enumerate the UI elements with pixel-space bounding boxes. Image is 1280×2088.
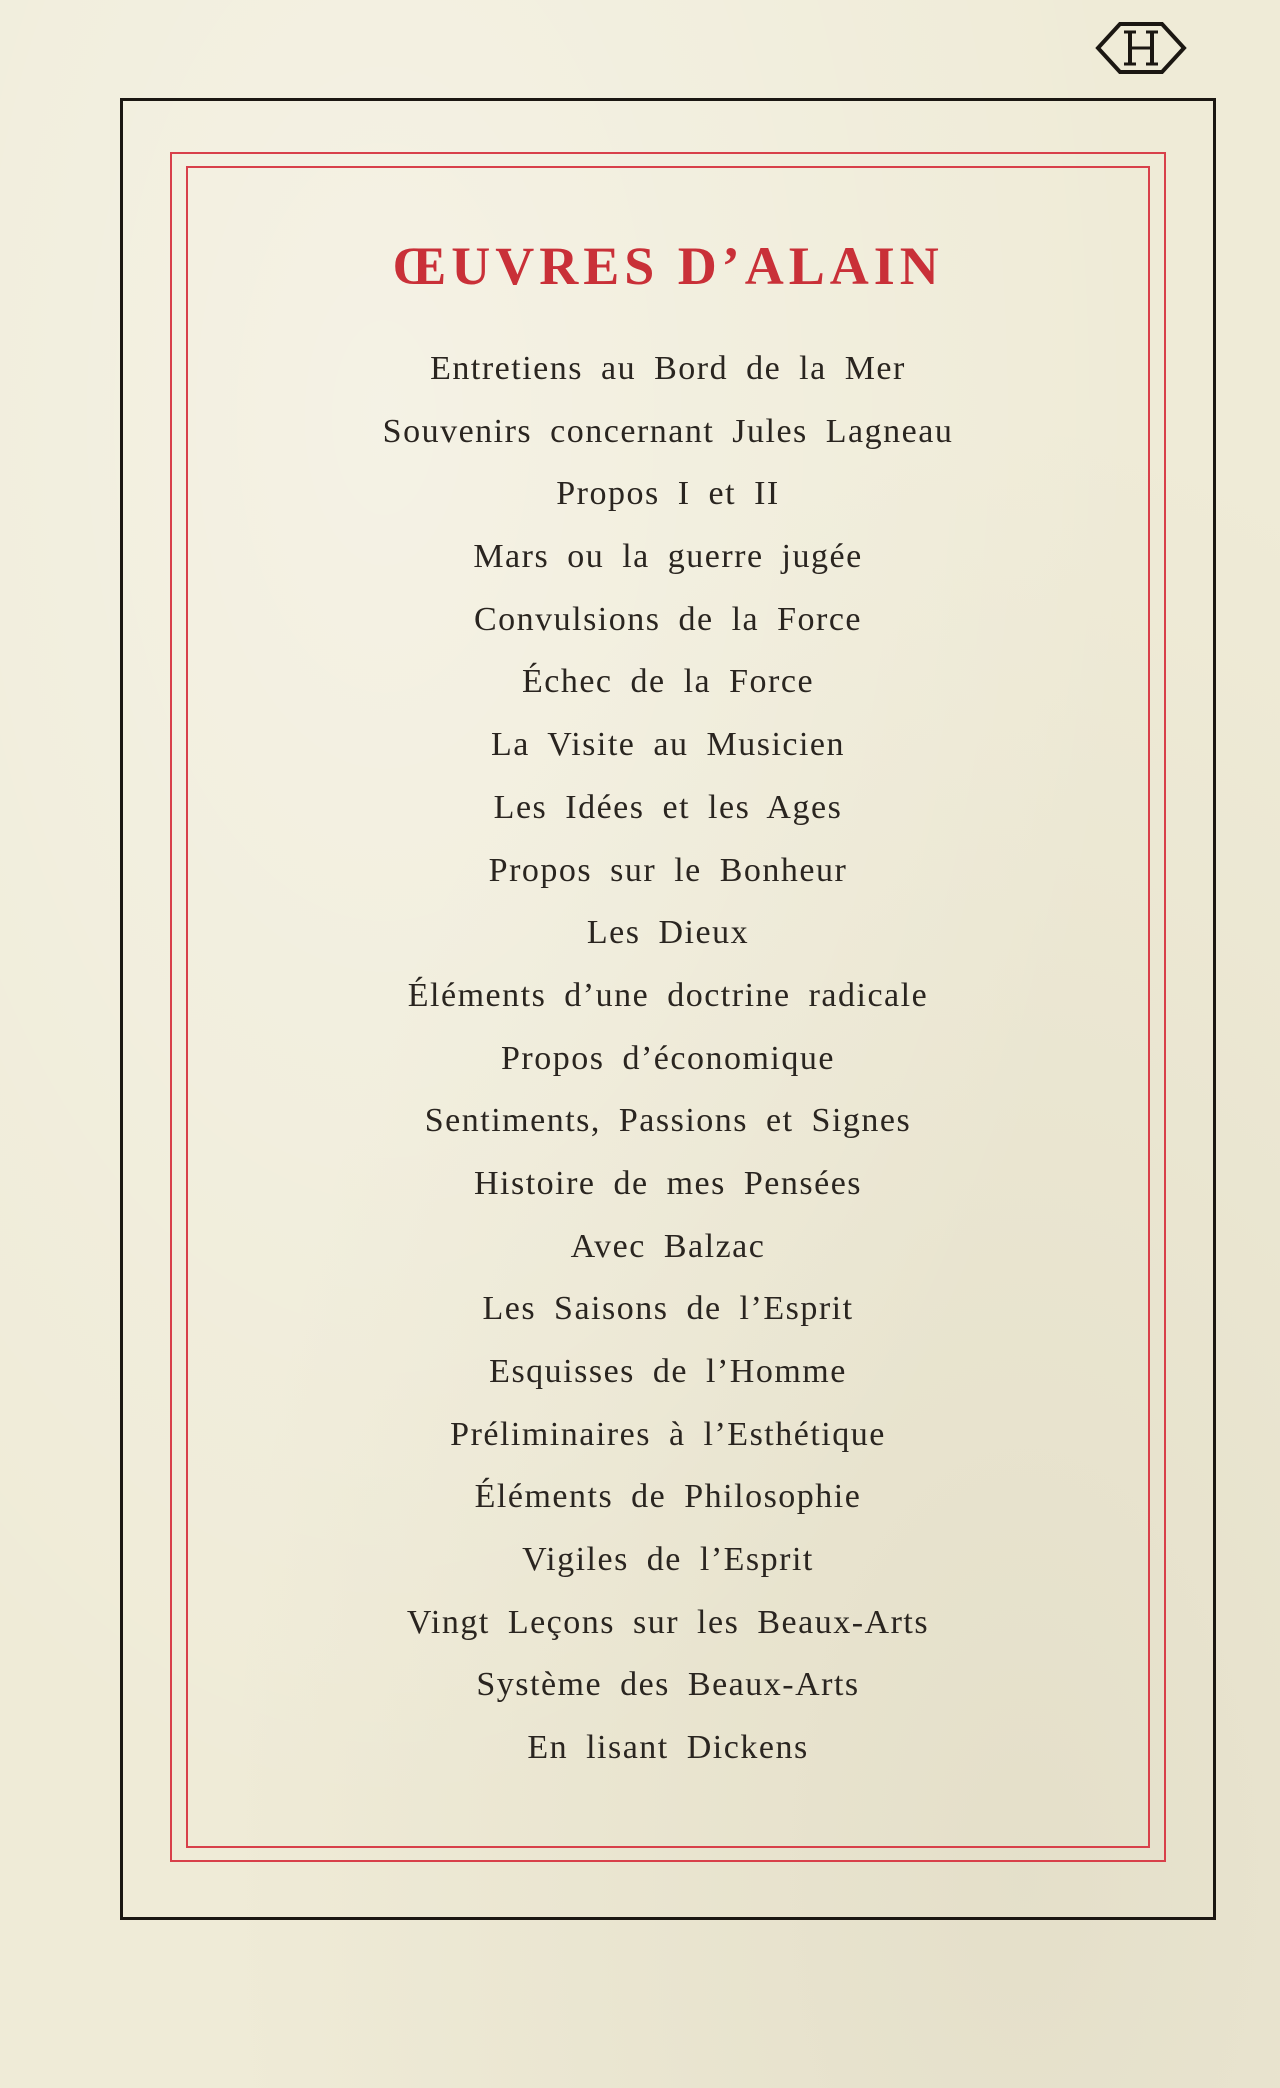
work-title: Souvenirs concernant Jules Lagneau xyxy=(382,412,954,450)
work-title: Histoire de mes Pensées xyxy=(473,1164,863,1202)
work-title: La Visite au Musicien xyxy=(490,726,846,764)
page-title: ŒUVRES D’ALAIN xyxy=(392,236,944,296)
work-title: En lisant Dickens xyxy=(527,1729,809,1767)
work-title: Avec Balzac xyxy=(570,1227,766,1265)
work-title: Échec de la Force xyxy=(521,663,815,701)
work-title: Vigiles de l’Esprit xyxy=(522,1541,814,1579)
work-title: Propos d’économique xyxy=(501,1039,835,1077)
work-title: Propos sur le Bonheur xyxy=(488,851,848,889)
work-title: Système des Beaux-Arts xyxy=(476,1666,860,1704)
works-list xyxy=(186,338,1150,1780)
work-title: Les Saisons de l’Esprit xyxy=(482,1290,854,1328)
work-title: Entretiens au Bord de la Mer xyxy=(430,350,906,387)
work-title: Mars ou la guerre jugée xyxy=(473,538,863,576)
work-title: Éléments de Philosophie xyxy=(474,1478,862,1516)
work-title: Esquisses de l’Homme xyxy=(489,1353,847,1390)
work-title: Les Idées et les Ages xyxy=(493,788,843,826)
work-title: Propos I et II xyxy=(556,475,780,513)
work-title: Sentiments, Passions et Signes xyxy=(424,1102,912,1140)
publisher-monogram-icon xyxy=(1094,18,1188,78)
work-title: Convulsions de la Force xyxy=(473,600,863,638)
work-title: Vingt Leçons sur les Beaux-Arts xyxy=(406,1603,930,1641)
work-title: Préliminaires à l’Esthétique xyxy=(450,1415,886,1453)
work-title: Les Dieux xyxy=(586,914,750,952)
work-title: Éléments d’une doctrine radicale xyxy=(407,976,929,1014)
